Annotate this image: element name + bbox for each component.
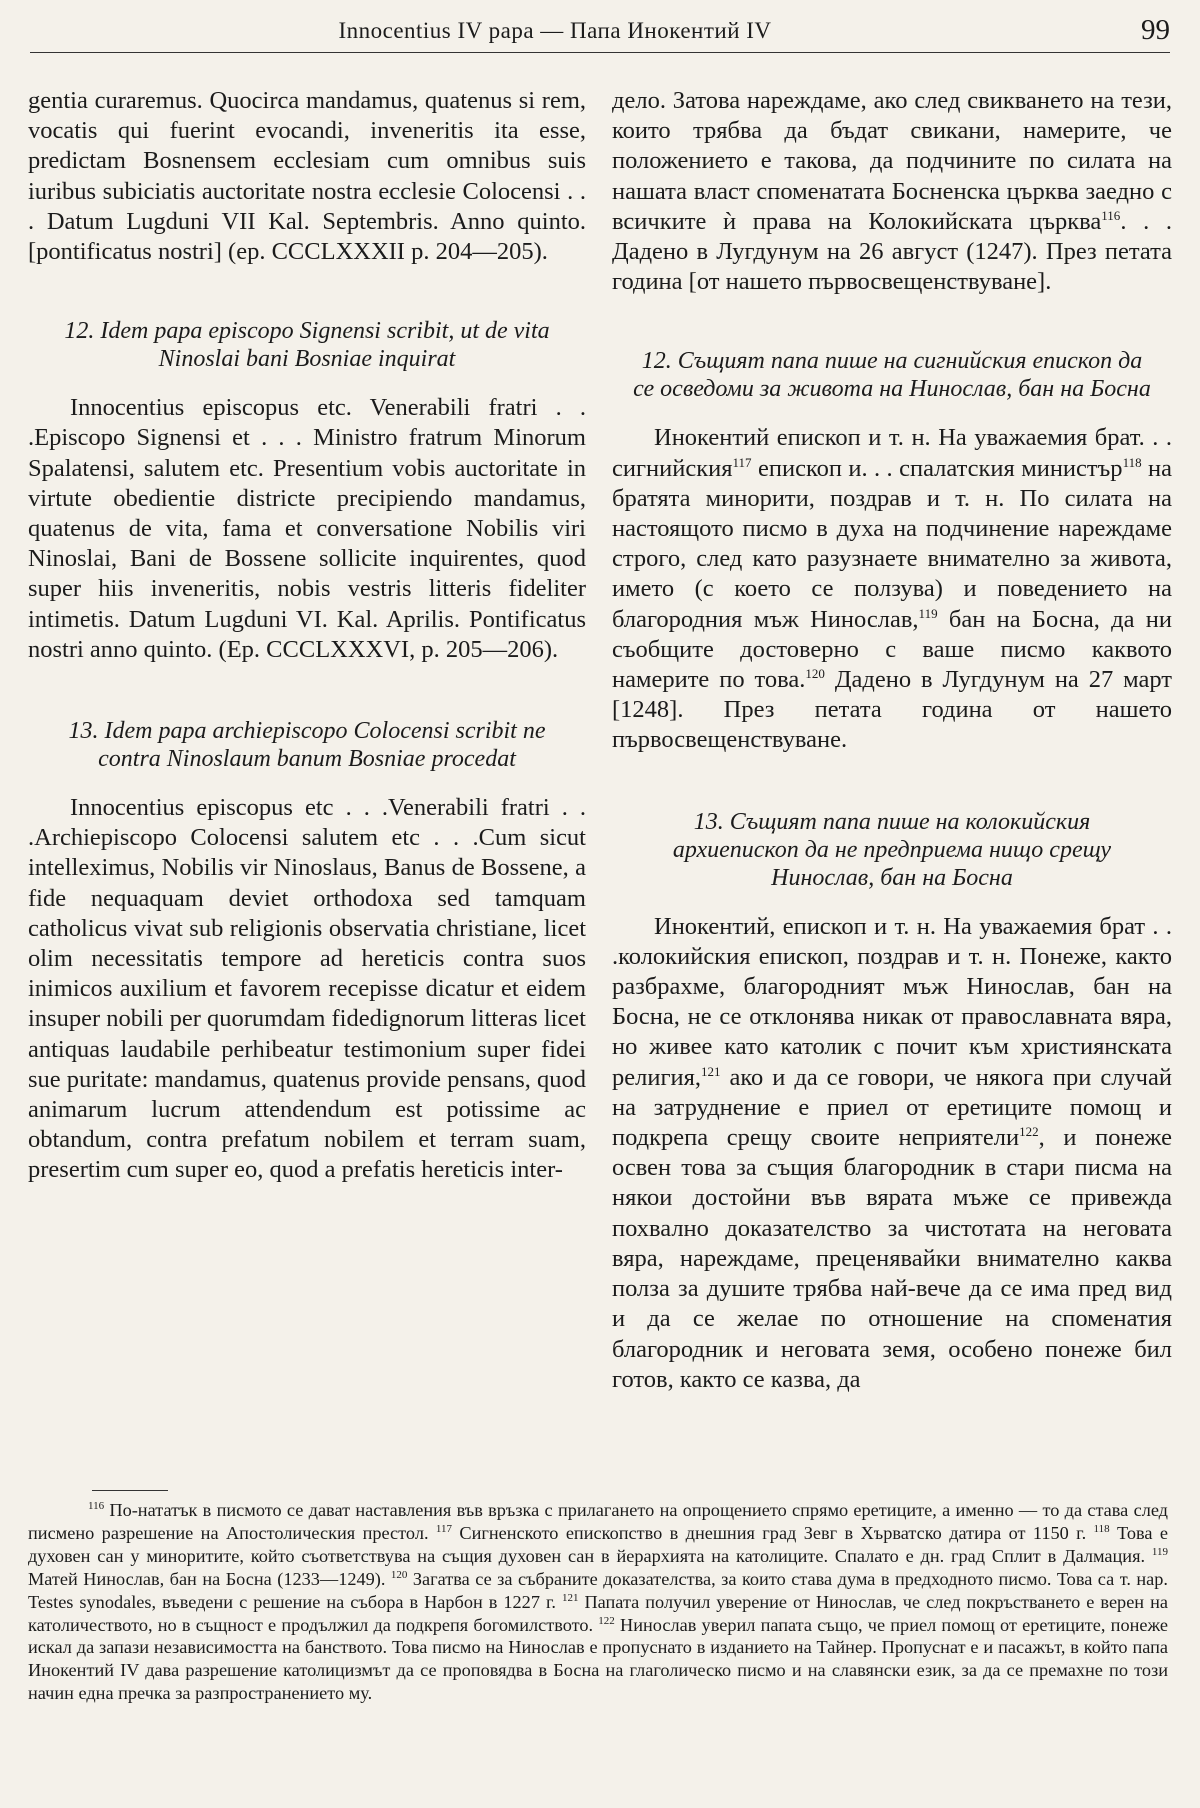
bulgarian-continuation (612, 86, 1172, 297)
footnote-text (28, 1499, 1168, 1705)
footnote-number: 119 (1151, 1545, 1168, 1558)
footnote-number: 118 (1093, 1522, 1110, 1535)
latin-letter-13: Innocentius episcopus etc . . .Venerabili fratri . . .Archiepiscopo Colocensi salutem etc . . .Cum sicut intelleximus, Nobilis vir Ninoslaus, Banus de Bossene, a fide nequaquam deviet orthodoxa sed tamquam catholicus vivat sub religionis observatia christiane, licet olim necessitatis tempore ad hereticis contra suos inimicos auxilium et favorem recepisse dicatur et eidem insuper nobili per quorumdam fidedignorum litteras licet antiquas laudabile perhibeatur testimonium super fidei sue puritate: mandamus, quatenus provide pensans, quod animarum lucrum attendendum est potissime ac obtandum, contra prefatum nobilem et terram suam, presertim cum super eo, quod a prefatis hereticis inter- (28, 794, 586, 1184)
footnote-ref-121[interactable]: 121 (701, 1063, 721, 1079)
bulgarian-letter-13 (612, 912, 1172, 1395)
footnote-ref-116[interactable]: 116 (1101, 207, 1121, 223)
footnote-number: 121 (561, 1591, 579, 1604)
text-span: , и понеже освен това за същия благородник в стари писма на някои достойни във вярата мъже се привежда похвално доказателство за чистотата на неговата вяра, нареждаме, преценявайки внимателно каква полза за душите трябва най-вече да се има пред вид и да се желае по отношение на споменатия благородник и неговата земя, особено понеже бил готов, както се казва, да (612, 1124, 1172, 1393)
footnote-119: Матей Нинослав, бан на Босна (1233—1249). (28, 1568, 391, 1589)
bulgarian-heading-13: 13. Същият папа пише на колокийския архиепископ да не предприема нищо срещу Нинослав, бан на Босна (672, 808, 1112, 891)
footnote-120: Загатва се за събраните доказателства, за които става дума в предходното писмо. Това са т. нар. Testes synodales, въведени с решение на събора в Нарбон в 1227 г. (28, 1568, 1168, 1612)
footnote-117: Сигненското епископство в днешния град Зевг в Хърватско датира от 1150 г. (452, 1522, 1094, 1543)
bulgarian-column (612, 86, 1172, 1395)
footnote-number: 117 (435, 1522, 453, 1535)
page-number: 99 (1141, 14, 1170, 46)
text-span: Инокентий, епископ и т. н. На уважаемия брат . . .колокийския епископ, поздрав и т. н. Понеже, както разбрахме, благородният мъж Нинослав, бан на Босна, не се отклонява никак от православната вяра, но живее като католик с почит към християнската религия, (612, 912, 1172, 1091)
footnote-122: Нинослав уверил папата също, че приел помощ от еретиците, понеже искал да запази независимостта на банството. Това писмо на Нинослав е пропуснато в изданието на Тайнер. Пропуснат е и пасажът, в който папа Инокентий IV дава разрешение католицизмът да се проповядва в Босна на глаголическо писмо и на славянски език, за да се премахне по този начин една пречка за разпространението му. (28, 1614, 1168, 1704)
text-span: . . . Дадено в Лугдунум на 26 август (1247). През петата година [от нашето първосвещенствуване]. (612, 207, 1172, 296)
footnote-ref-118[interactable]: 118 (1122, 454, 1142, 470)
footnote-116: По-нататък в писмото се дават наставления във връзка с прилагането на опрощението спрямо еретиците, а именно — то да става след писмено разрешение на Апостолическия престол. (28, 1500, 1168, 1543)
text-span: епископ и. . . спалатския министър (751, 454, 1123, 482)
text-span: на братята минорити, поздрав и т. н. По силата на настоящото писмо в духа на подчинение нареждаме строго, след като разузнаете внимателно за живота, името (с което се ползува) и поведението на благородния мъж Нинослав, (612, 454, 1172, 633)
latin-heading-13: 13. Idem papa archiepiscopo Colocensi scribit ne contra Ninoslaum banum Bosniae procedat (68, 718, 546, 773)
text-span: Инокентий епископ и т. н. На уважаемия брат. . . сигнийския (612, 424, 1172, 482)
latin-heading-12: 12. Idem papa episcopo Signensi scribit, ut de vita Ninoslai bani Bosniae inquirat (64, 318, 550, 373)
footnote-ref-120[interactable]: 120 (805, 665, 825, 681)
latin-continuation: gentia curaremus. Quocirca mandamus, quatenus si rem, vocatis qui fuerint evocandi, inveneritis ita esse, predictam Bosnensem ecclesiam cum omnibus suis iuribus subiciatis auctoritate nostra ecclesie Colocensi . . . Datum Lugduni VII Kal. Septembris. Anno quinto. [pontificatus nostri] (ep. CCCLXXXII p. 204—205). (28, 87, 586, 266)
footnote-number: 122 (598, 1614, 615, 1627)
running-header (30, 12, 1170, 53)
footnote-ref-122[interactable]: 122 (1019, 1123, 1039, 1139)
latin-letter-12: Innocentius episcopus etc. Venerabili fratri . . .Episcopo Signensi et . . . Ministro fratrum Minorum Spalatensi, salutem etc. Presentium vobis auctoritate in virtute obedientie districte precipiendo mandamus, quatenus de vita, fama et conversatione Nobilis viri Ninoslai, Bani de Bossene sollicite inquirentes, quod super hiis inveneritis, nobis vestris litteris fideliter intimetis. Datum Lugduni VI. Kal. Aprilis. Pontificatus nostri anno quinto. (Ep. CCCLXXXVI, p. 205—206). (28, 394, 586, 663)
bulgarian-heading-12: 12. Същият папа пише на сигнийския епископ да се осведоми за живота на Нинослав, бан на Босна (633, 348, 1151, 403)
footnote-ref-119[interactable]: 119 (918, 605, 938, 621)
latin-column (28, 86, 586, 1186)
footnote-ref-117[interactable]: 117 (732, 454, 752, 470)
text-span: дело. Затова нареждаме, ако след свикването на тези, които трябва да бъдат свикани, намерите, че положението е такова, да подчините по силата на нашата власт споменатата Босненска църква заедно с всичките ѝ права на Колокийската църква (612, 87, 1172, 235)
text-span: Дадено в Лугдунум на 27 март [1248]. През петата година от нашето първосвещенствуване. (612, 666, 1173, 754)
running-title: Innocentius IV papa — Папа Инокентий IV (338, 18, 772, 43)
footnote-divider (92, 1490, 168, 1491)
text-span: бан на Босна, да ни съобщите достоверно с ваше писмо каквото намерите по това. (612, 605, 1172, 694)
footnote-121: Папата получил уверение от Нинослав, че след покръстването е верен на католичеството, но в същност е продължил да подкрепя богомилството. (28, 1591, 1168, 1635)
footnote-118: Това е духовен сан у миноритите, който съответствува на същия духовен сан в йерархията на католиците. Спалато е дн. град Сплит в Далмация. (28, 1522, 1168, 1566)
footnote-number: 116 (88, 1499, 105, 1512)
footnote-number: 120 (390, 1568, 408, 1581)
footnotes (28, 1490, 1168, 1705)
bulgarian-letter-12 (612, 423, 1172, 755)
text-span: ако и да се говори, че някога при случай на затруднение е приел от еретиците помощ и подкрепа срещу своите неприятели (612, 1063, 1172, 1152)
